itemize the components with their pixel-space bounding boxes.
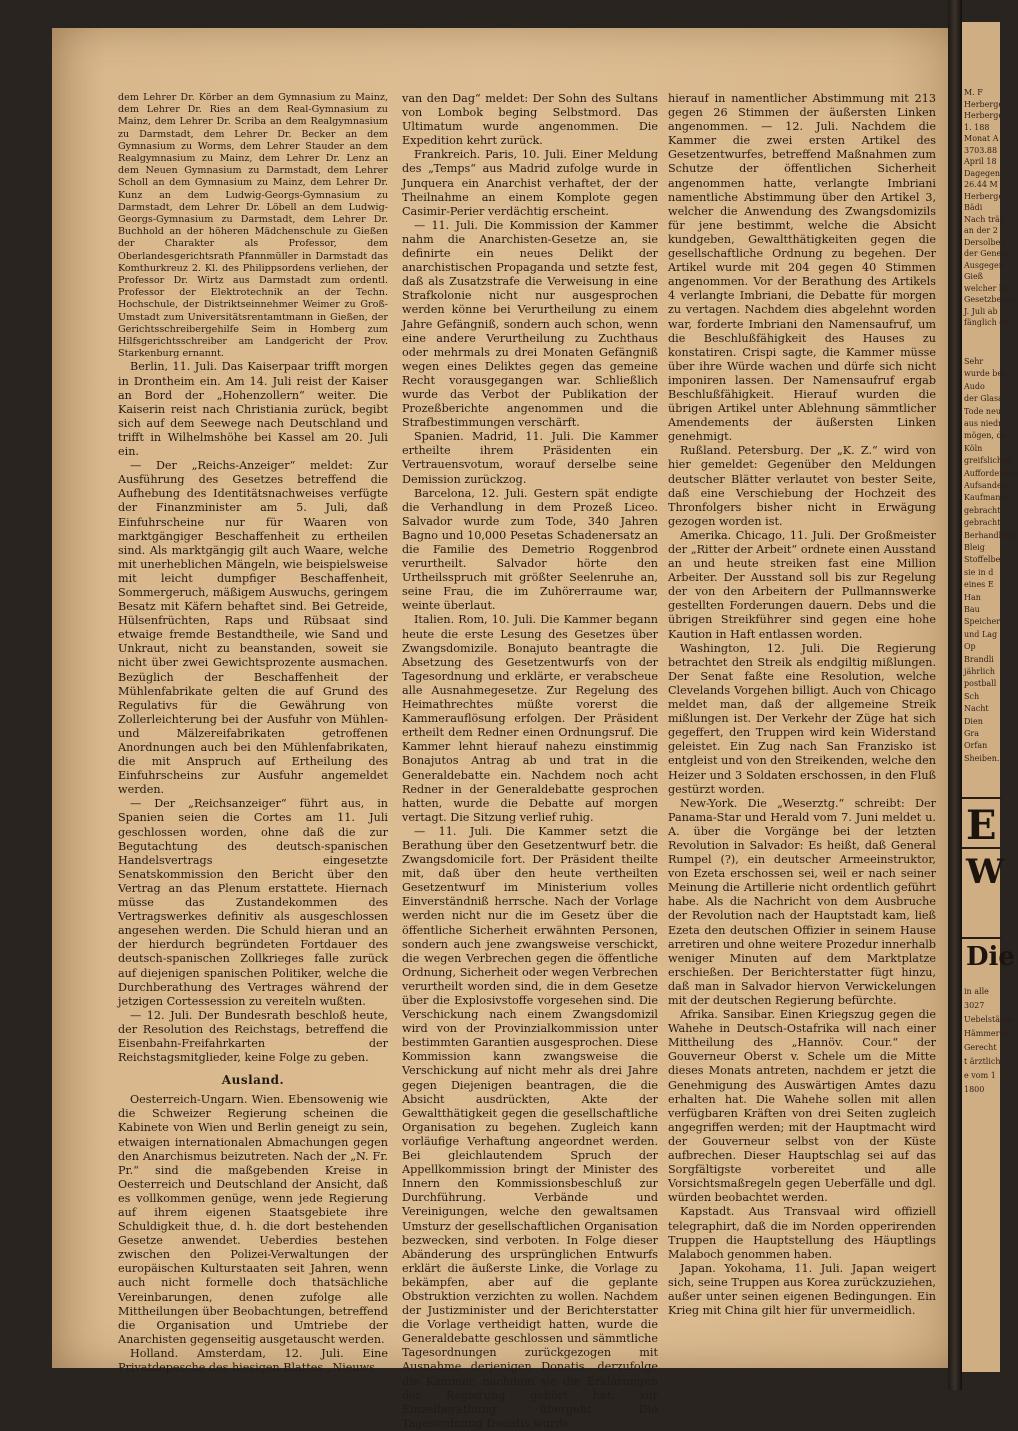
strip-rule	[962, 937, 1002, 939]
article-washington: Washington, 12. Juli. Die Regierung betrachtet den Streik als endgiltig mißlungen. Der Senat faßte eine Resolution, welche Clevelands Vorgehen billigt. Auch von Chicago meldet man, daß der allgemeine Streik mißlungen ist. Der Verkehr der Züge hat sich gegeffert, den Truppen wird kein Widerstand geleistet. Ein Zug nach San Franzisko ist entgleist und von den Streikenden, welche den Heizer und 3 Soldaten erschossen, in den Fluß gestürzt worden.	[668, 641, 936, 796]
strip-line: sie in d	[964, 567, 994, 577]
strip-line: Nach träg	[964, 214, 1005, 224]
strip-line: Herberge	[964, 191, 1004, 201]
strip-line: Herberge	[964, 99, 1004, 109]
strip-line: der Generl	[964, 249, 1008, 258]
strip-line: Ausgegen	[964, 260, 1004, 270]
strip-rule	[962, 847, 1002, 849]
strip-line: wurde bei	[964, 369, 1005, 379]
strip-line: Speicher	[964, 617, 1001, 627]
article-berlin: Berlin, 11. Juli. Das Kaiserpaar trifft morgen in Drontheim ein. Am 14. Juli reist der Kaiser an Bord der „Hohenzollern“ weiter. Die Kaiserin reist nach Christiania zurück, begibt sich auf dem Seewege nach Deutschland und trifft in Wilhelmshöhe bei Kassel am 20. Juli ein.	[118, 360, 388, 459]
strip-line: 3703.88	[964, 145, 998, 155]
article-holland-cont: van den Dag“ meldet: Der Sohn des Sultans von Lombok beging Selbstmord. Das Ultimatum wurde angenommen. Die Expedition kehrt zurück.	[402, 92, 658, 148]
article-amerika-chicago: Amerika. Chicago, 11. Juli. Der Großmeister der „Ritter der Arbeit“ ordnete einen Ausstand an und heute streiken fast eine Million Arbeiter. Der Ausstand soll bis zur Regelung der von den Arbeitern der Pullmannswerke gestellten Forderungen dauern. Debs und die übrigen Streikführer sind gegen eine hohe Kaution in Haft entlassen worden.	[668, 528, 936, 641]
strip-line: der Glasa	[964, 394, 1003, 404]
column-1	[118, 92, 388, 1375]
strip-headline-letter: Die	[966, 942, 1015, 972]
strip-line: 1800	[964, 1085, 985, 1094]
article-frankreich-kammer: — 11. Juli. Die Kommission der Kammer nahm die Anarchisten-Gesetze an, sie definirte ein neues Delikt der anarchistischen Propaganda und setzte fest, daß als Zusatzstrafe die Verweisung in eine Strafkolonie nicht nur ausgesprochen werden könne bei Verurtheilung zu einem Jahre Gefängniß, sondern auch schon, wenn eine andere Verurtheilung zu Zuchthaus oder mehrmals zu drei Monaten Gefängniß wegen eines Deliktes gegen das gemeine Recht vorausgegangen war. Schließlich wurde das Verbot der Publikation der Prozeßberichte angenommen und die Strafbestimmungen verschärft.	[402, 218, 658, 430]
strip-line: 1. 188	[964, 122, 990, 132]
article-oesterreich: Oesterreich-Ungarn. Wien. Ebensowenig wie die Schweizer Regierung scheinen die Kabinete von Wien und Berlin geneigt zu sein, etwaigen internationalen Abmachungen gegen den Anarchismus beizutreten. Nach der „N. Fr. Pr.“ sind die maßgebenden Kreise in Oesterreich und Deutschland der Ansicht, daß es vollkommen genüge, wenn jede Regierung auf ihrem eigenen Staatsgebiete ihre Schuldigkeit thue, d. h. die dort bestehenden Gesetze anwendet. Ueberdies bestehen zwischen den Polizei-Verwaltungen der europäischen Kulturstaaten seit Jahren, wenn auch nicht formelle doch thatsächliche Vereinbarungen, denen zufolge alle Mittheilungen über Beobachtungen, betreffend die Organisation und Umtriebe der Anarchisten gegenseitig ausgetauscht werden.	[118, 1093, 388, 1346]
strip-line: Berhandlung	[964, 530, 1017, 540]
strip-line: fänglich en	[964, 318, 1010, 327]
strip-line: M. F	[964, 88, 983, 97]
strip-line: Gieß	[964, 272, 984, 281]
column-3	[668, 92, 936, 1318]
strip-line: eines E	[964, 580, 994, 590]
strip-line: Bädi	[964, 203, 983, 212]
article-reichs-anzeiger: — Der „Reichs-Anzeiger“ meldet: Zur Ausführung des Gesetzes betreffend die Aufhebung des Identitätsnachweises verfügte der Finanzminister am 5. Juli, daß Einfuhrscheine nur für Waaren von marktgängiger Beschaffenheit zu ertheilen sind. Als marktgängig gilt auch Waare, welche mit unerheblichen Mängeln, wie beispielsweise mit leicht dumpfiger Beschaffenheit, Sommergeruch, mäßigem Auswuchs, geringem Besatz mit Käfern behaftet sind. Bei Getreide, Hülsenfrüchten, Raps und Rübsaat sind etwaige fremde Bestandtheile, wie Sand und Unkraut, nicht zu beanstanden, soweit sie nicht über zwei Gewichtsprozente ausmachen. Bezüglich der Beschaffenheit der Mühlenfabrikate gelten die auf Grund des Regulativs für die Gewährung von Zollerleichterung bei der Ausfuhr von Mühlen- und Mälzereifabrikaten getroffenen Anordnungen auch bei den Mühlenfabrikaten, die mit Anspruch auf Ertheilung des Einfuhrscheins zur Ausfuhr angemeldet werden.	[118, 459, 388, 797]
strip-line: Gra	[964, 729, 979, 738]
article-bundesrath: — 12. Juli. Der Bundesrath beschloß heute, der Resolution des Reichstags, betreffend die Eisenbahn-Freifahrkarten der Reichstagsmitglieder, keine Folge zu geben.	[118, 1008, 388, 1065]
strip-line: Brandli	[964, 654, 994, 664]
strip-line: Gerecht	[964, 1043, 997, 1052]
strip-line: Nacht	[964, 704, 989, 714]
strip-line: Gesetzbeiten	[964, 295, 1017, 304]
article-italien-zwangsdomicile: — 11. Juli. Die Kammer setzt die Berathung über den Gesetzentwurf betr. die Zwangsdomicile fort. Der Präsident theilte mit, daß über den heute vertheilten Gesetzentwurf im Ministerium volles Einverständniß herrsche. Nach der Vorlage werden nicht nur die im Gesetz über die öffentliche Sicherheit erwähnten Personen, sondern auch jene zwangsweise verschickt, die wegen Verbrechen gegen die öffentliche Ordnung, Sicherheit oder wegen Verbrechen verurtheilt worden sind, die in dem Gesetze über die Explosivstoffe vorgesehen sind. Die Verschickung nach einem Zwangsdomizil wird von der Provinzialkommission unter bestimmten Garantien ausgesprochen. Diese Kommission kann zwangsweise die Verschickung auf nicht mehr als drei Jahre gegen Diejenigen beantragen, die die Absicht ausdrückten, Akte der Gewaltthätigkeit gegen die gesellschaftliche Organisation zu begehen. Zugleich kann vorläufige Verhaftung angeordnet werden. Bei gleichlautendem Spruch der Appellkommission bringt der Minister des Innern den Kommissionsbeschluß zur Durchführung. Verbände und Vereinigungen, welche den gewaltsamen Umsturz der gesellschaftlichen Organisation bezwecken, sind verboten. In Folge dieser Abänderung des ursprünglichen Entwurfs erklärt die äußerste Linke, die Vorlage zu bekämpfen, aber auf die geplante Obstruktion verzichten zu wollen. Nachdem der Justizminister und der Berichterstatter die Vorlage vertheidigt hatten, wurde die Generaldebatte geschlossen und sämmtliche Tagesordnungen zurückgezogen mit Ausnahme derjenigen Donatis, derzufolge die Kammer, nachdem sie die Erklärungen der Regierung gehört hat, zur Einzelberathung übergeht. Die Tagesordnung Donatis wurde	[402, 824, 658, 1430]
article-japan: Japan. Yokohama, 11. Juli. Japan weigert sich, seine Truppen aus Korea zurückzuziehen, außer unter seinen eigenen Bedingungen. Ein Krieg mit China gilt hier für unvermeidlich.	[668, 1261, 936, 1318]
strip-line: Sehr	[964, 357, 984, 366]
article-afrika: Afrika. Sansibar. Einen Kriegszug gegen die Wahehe in Deutsch-Ostafrika will nach einer Mittheilung des „Hannöv. Cour.“ der Gouverneur Oberst v. Schele um die Mitte dieses Monats antreten, nachdem er jetzt die Genehmigung des Auswärtigen Amtes dazu erhalten hat. Die Wahehe sollen mit allen verfügbaren Kräften von drei Seiten zugleich angegriffen werden; mit der Hauptmacht wird der Gouverneur selbst von der Küste aufbrechen. Dieser Hauptschlag sei auf das Sorgfältigste vorbereitet und alle Vorsichtsmaßregeln gegen Ueberfälle und dgl. würden beobachtet werden.	[668, 1008, 936, 1205]
article-new-york: New-York. Die „Weserztg.“ schreibt: Der Panama-Star und Herald vom 7. Juni meldet u. A. über die Vorgänge bei der letzten Revolution in Salvador: Es heißt, daß General Rumpel (?), ein deutscher Armeeinstruktor, von Ezeta erschossen sei, weil er nach seiner Meinung die Artillerie nicht ordentlich geführt habe. Als die Nachricht von dem Ausbruche der Revolution nach der Hauptstadt kam, ließ Ezeta den deutschen Offizier in seinem Hause arretiren und ohne weitere Prozedur innerhalb weniger Minuten auf dem Marktplatze erschießen. Der Berichterstatter fügt hinzu, daß man in Salvador hiervon Verwickelungen mit der deutschen Regierung befürchte.	[668, 796, 936, 1007]
section-heading-ausland: Ausland.	[221, 1073, 285, 1088]
strip-line: Dagegen	[964, 168, 1001, 178]
book-gutter	[948, 0, 962, 1390]
article-kapstadt: Kapstadt. Aus Transvaal wird offiziell telegraphirt, daß die im Norden opperirenden Truppen die Hauptstellung des Häuptlings Malaboch genommen haben.	[668, 1205, 936, 1261]
strip-rule	[962, 797, 1002, 799]
strip-line: 26.44 M	[964, 180, 998, 189]
strip-line: 3027	[964, 1001, 985, 1010]
strip-line: Audo	[964, 381, 985, 391]
strip-line: Aufsanden	[964, 481, 1007, 490]
strip-line: Orfan	[964, 741, 988, 751]
appointments-paragraph: dem Lehrer Dr. Körber an dem Gymnasium zu Mainz, dem Lehrer Dr. Ries an dem Real-Gymnasium zu Mainz, dem Lehrer Dr. Scriba an dem Realgymnasium zu Darmstadt, dem Lehrer Dr. Becker an dem Gymnasium zu Worms, dem Lehrer Stauder an dem Realgymnasium zu Mainz, dem Lehrer Dr. Lenz an dem Neuen Gymnasium zu Darmstadt, dem Lehrer Scholl an dem Gymnasium zu Mainz, dem Lehrer Dr. Kunz an dem Ludwig-Georgs-Gymnasium zu Darmstadt, dem Lehrer Dr. Löbell an dem Ludwig-Georgs-Gymnasium zu Darmstadt, dem Lehrer Dr. Buchhold an der höheren Mädchenschule zu Gießen der Charakter als Professor, dem Oberlandesgerichtsrath Pfannmüller in Darmstadt das Komthurkreuz 2. Kl. des Philippsordens verliehen, der Professor Dr. Wirtz aus Darmstadt zum ordentl. Professor der Elektrotechnik an der Techn. Hochschule, der Distriktseinnehmer Weimer zu Groß-Umstadt zum Universitätsrentamtmann in Gießen, der Gerichtsschreibergehilfe Seim in Homberg zum Hilfsgerichtsschreiber am Landgericht der Prov. Starkenburg ernannt.	[118, 92, 388, 360]
strip-line: Sch	[964, 691, 980, 701]
article-barcelona: Barcelona, 12. Juli. Gestern spät endigte die Verhandlung in dem Prozeß Liceo. Salvador wurde zum Tode, 340 Jahren Bagno und 10,000 Pesetas Schadenersatz an die Familie des Demetrio Roggenbrod verurtheilt. Salvador hörte den Urtheilsspruch mit größter Seelenruhe an, seine Frau, die im Zuhörerraume war, weinte überlaut.	[402, 486, 658, 613]
article-russland: Rußland. Petersburg. Der „K. Z.“ wird von hier gemeldet: Gegenüber den Meldungen deutscher Blätter verlautet von bester Seite, daß eine Verschiebung der Hochzeit des Thronfolgers bisher nicht in Erwägung gezogen worden ist.	[668, 444, 936, 528]
strip-line: e vom 1	[964, 1071, 996, 1080]
strip-line: gebracht	[964, 505, 1001, 515]
strip-line: mögen, da	[964, 431, 1007, 441]
strip-line: greifslichall	[964, 456, 1012, 466]
strip-headline-letter: W	[966, 852, 1005, 892]
column-2	[402, 92, 658, 1431]
strip-headline-letter: E	[966, 802, 997, 849]
strip-line: Kaufmann	[964, 493, 1006, 503]
strip-line: Köln	[964, 443, 983, 453]
article-frankreich: Frankreich. Paris, 10. Juli. Einer Meldung des „Temps“ aus Madrid zufolge wurde in Junquera ein Anarchist verhaftet, der der Theilnahme an einem Komplote gegen Casimir-Perier verdächtig erscheint.	[402, 148, 658, 218]
strip-line: Uebelstände	[964, 1015, 1015, 1024]
strip-line: Hämmerer	[964, 1029, 1009, 1038]
article-italien: Italien. Rom, 10. Juli. Die Kammer begann heute die erste Lesung des Gesetzes über Zwangsdomizile. Bonajuto beantragte die Absetzung des Gesetzentwurfs von der Tagesordnung und erklärte, er verabscheue alle Ausnahmegesetze. Zur Regelung des Heimathrechtes müßte vorerst die Kammerauflösung erfolgen. Der Präsident ertheilt dem Redner einen Ordnungsruf. Die Kammer lehnt hierauf nahezu einstimmig Bonajutos Antrag ab und trat in die Generaldebatte ein. Nachdem noch acht Redner in der Generaldebatte gesprochen hatten, wurde die Debatte auf morgen vertagt. Die Sitzung verlief ruhig.	[402, 613, 658, 824]
strip-line: und Lag	[964, 629, 998, 639]
strip-line: an der 2	[964, 226, 998, 235]
strip-line: in alle	[964, 987, 989, 996]
strip-line: Aufforderung	[964, 468, 1018, 478]
article-spanien: Spanien. Madrid, 11. Juli. Die Kammer ertheilte ihrem Präsidenten ein Vertrauensvotum, worauf derselbe seine Demission zurückzog.	[402, 430, 658, 486]
strip-line: Han	[964, 592, 981, 602]
strip-line: Tode neu	[964, 406, 1001, 416]
strip-line: aus niedri	[964, 419, 1005, 428]
strip-line: postball	[964, 679, 997, 689]
strip-line: t ärztlich	[964, 1057, 1001, 1066]
article-spain-cortes: — Der „Reichsanzeiger“ führt aus, in Spanien seien die Cortes am 11. Juli geschlossen worden, ohne daß die zur Begutachtung des deutsch-spanischen Handelsvertrags eingesetzte Senatskommission den Bericht über den Vertrag an das Plenum erstattete. Hiernach müsse das Zustandekommen des Vertragswerkes definitiv als ausgeschlossen angesehen werden. Die Schuld hieran und an der hierdurch begründeten Fortdauer des deutsch-spanischen Zollkrieges falle zurück auf diejenigen spanischen Politiker, welche die Durchberathung des Vertrages während der jetzigen Cortessession zu vereiteln wußten.	[118, 797, 388, 1008]
strip-line: J. Juli ab	[964, 306, 998, 316]
strip-line: Op	[964, 642, 976, 652]
strip-line: gebracht	[964, 518, 1001, 528]
strip-line: welcher bei	[964, 283, 1012, 293]
strip-line: Dien	[964, 716, 983, 726]
strip-line: Sheiben.	[964, 753, 1000, 763]
article-holland: Holland. Amsterdam, 12. Juli. Eine Privatdepesche des hiesigen Blattes „Nieuws	[118, 1346, 388, 1375]
strip-line: Stoffelbe	[964, 555, 1001, 565]
strip-line: Monat A	[964, 134, 999, 143]
strip-line: jährlich	[964, 667, 995, 676]
article-italien-cont: hierauf in namentlicher Abstimmung mit 213 gegen 26 Stimmen der äußersten Linken angenommen. — 12. Juli. Nachdem die Kammer die zwei ersten Artikel des Gesetzentwurfes, betreffend Maßnahmen zum Schutze der öffentlichen Sicherheit angenommen hatte, verlangte Imbriani namentliche Abstimmung über den Artikel 3, welcher die Anwendung des Zwangsdomizils für jene bestimmt, welche die Absicht kundgeben, Gewaltthätigkeiten gegen die gesellschaftliche Ordnung zu begehen. Der Artikel wurde mit 204 gegen 40 Stimmen angenommen. Vor der Berathung des Artikels 4 verlangte Imbriani, die Debatte für morgen zu vertagen. Nachdem dies abgelehnt worden war, forderte Imbriani den Namensaufruf, um die Beschlußfähigkeit des Hauses zu konstatiren. Crispi sagte, die Kammer müsse über ihre Würde wachen und dürfe sich nicht imponiren lassen. Der Namensaufruf ergab Beschlußfähigkeit. Hierauf wurden die übrigen Artikel unter Ablehnung sämmtlicher Amendements der äußersten Linken genehmigt.	[668, 92, 936, 444]
strip-line: April 18	[964, 157, 997, 166]
strip-line: Bleig	[964, 543, 985, 552]
strip-line: Dersolbe i	[964, 237, 1006, 247]
strip-line: Bau	[964, 605, 980, 614]
adjacent-page-strip	[962, 22, 1018, 1372]
strip-line: Herberge	[964, 111, 1004, 120]
